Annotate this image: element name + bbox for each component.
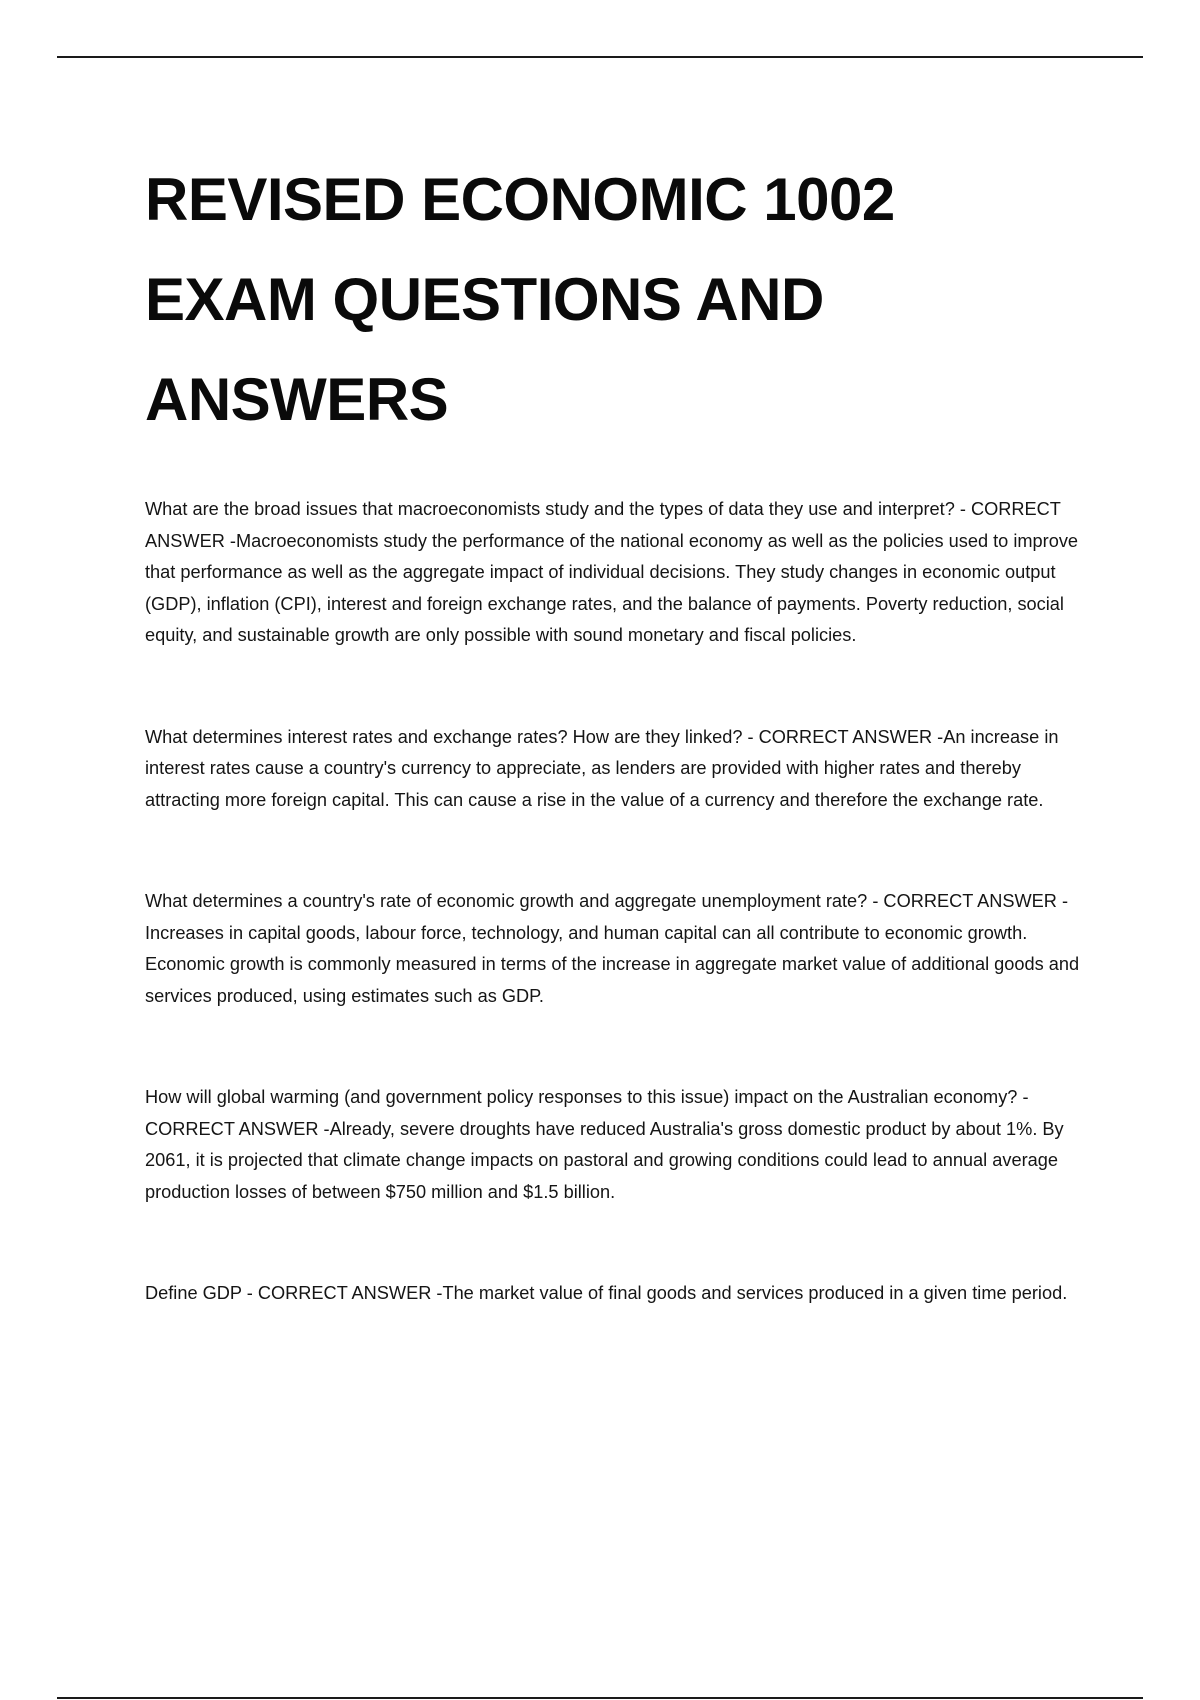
footer-rule: [57, 1697, 1143, 1699]
qa-item: Define GDP - CORRECT ANSWER -The market value of final goods and services produced in a given time period.: [145, 1283, 1068, 1303]
title-line: EXAM QUESTIONS AND: [145, 266, 824, 333]
document-title: [145, 150, 1085, 450]
header-rule: [57, 56, 1143, 58]
page-content: [145, 150, 1085, 1310]
qa-list: [145, 494, 1085, 1310]
qa-item: What are the broad issues that macroeconomists study and the types of data they use and interpret? - CORRECT ANSWER -Macroeconomists study the performance of the national economy as well as the policies used to improve that performance as well as the aggregate impact of individual decisions. They study changes in economic output (GDP), inflation (CPI), interest and foreign exchange rates, and the balance of payments. Poverty reduction, social equity, and sustainable growth are only possible with sound monetary and fiscal policies.: [145, 499, 1079, 645]
title-line: ANSWERS: [145, 366, 449, 433]
title-line: REVISED ECONOMIC 1002: [145, 166, 895, 233]
qa-item: What determines interest rates and exchange rates? How are they linked? - CORRECT ANSWER -An increase in interest rates cause a country's currency to appreciate, as lenders are provided with higher rates and thereby attracting more foreign capital. This can cause a rise in the value of a currency and therefore the exchange rate.: [145, 726, 1059, 810]
qa-item: How will global warming (and government policy responses to this issue) impact on the Australian economy? - CORRECT ANSWER -Already, severe droughts have reduced Australia's gross domestic product by about 1%. By 2061, it is projected that climate change impacts on pastoral and growing conditions could lead to annual average production losses of between $750 million and $1.5 billion.: [145, 1087, 1064, 1202]
qa-item: What determines a country's rate of economic growth and aggregate unemployment rate? - CORRECT ANSWER -Increases in capital goods, labour force, technology, and human capital can all contribute to economic growth. Economic growth is commonly measured in terms of the increase in aggregate market value of additional goods and services produced, using estimates such as GDP.: [145, 891, 1080, 1006]
